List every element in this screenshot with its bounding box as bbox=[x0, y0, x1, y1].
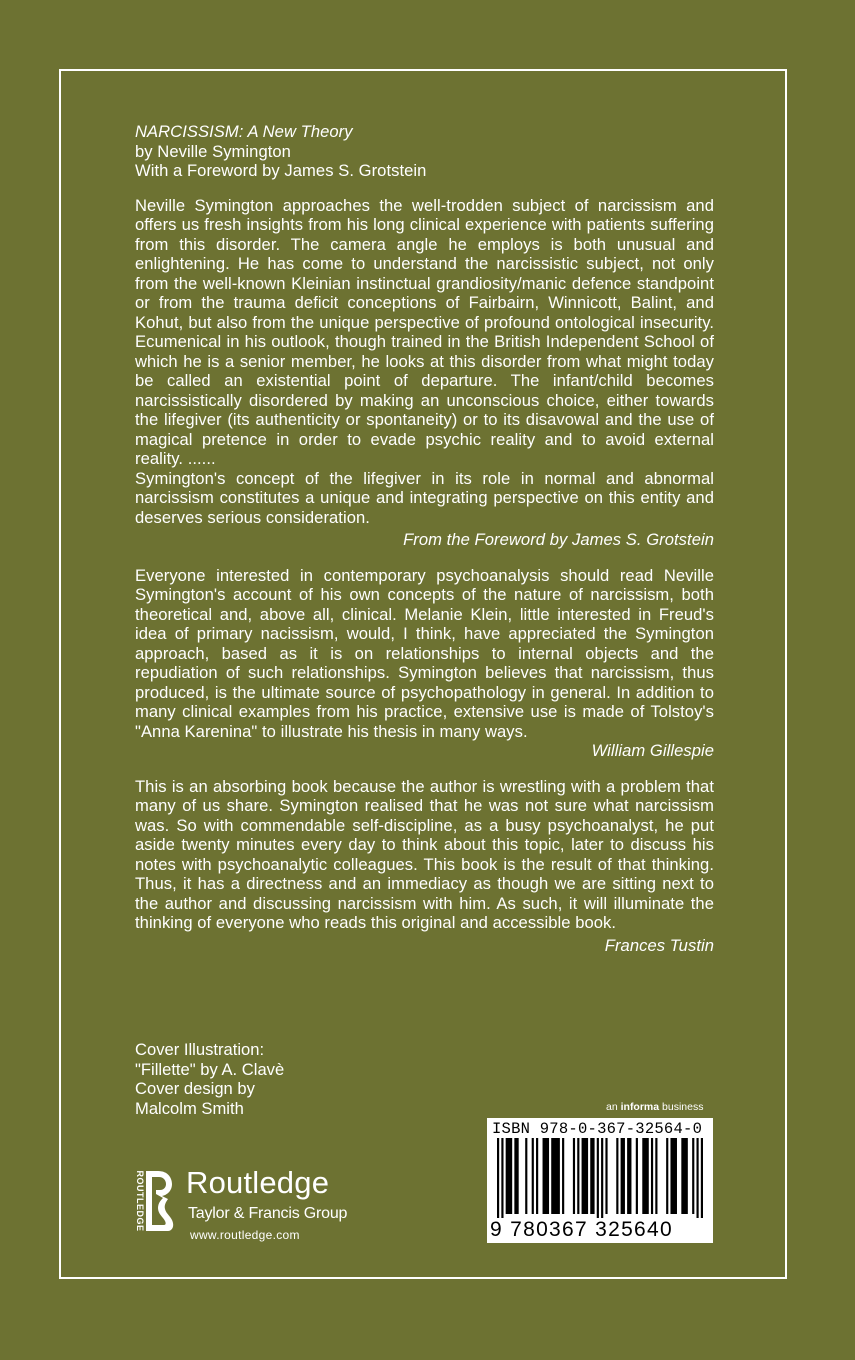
barcode-bar-1 bbox=[501, 1138, 503, 1218]
barcode-bar-27 bbox=[692, 1138, 694, 1214]
barcode-bar-25 bbox=[670, 1138, 677, 1214]
credit-line-4: Malcolm Smith bbox=[135, 1099, 244, 1119]
barcode-bar-22 bbox=[651, 1138, 653, 1214]
routledge-mark-icon bbox=[128, 1165, 178, 1237]
review-2-text: This is an absorbing book because the author is wrestling with a problem that many of us share. Symington realised that he was not sure what narcissism was. So with commendable self-discipline, as a busy psychoanalyst, he put aside twenty minutes every day to think about this topic, later to discuss his notes with psychoanalytic colleagues. This book is the result of that thinking. Thus, it has a directness and an immediacy as though we are sitting next to the author and discussing narcissism with him. As such, it will illuminate the thinking of everyone who reads this original and accessible book. bbox=[135, 776, 714, 932]
routledge-logo bbox=[128, 1165, 368, 1245]
review-1-attribution: William Gillespie bbox=[591, 741, 714, 760]
barcode-bar-14 bbox=[597, 1138, 599, 1218]
barcode-bar-24 bbox=[666, 1138, 668, 1214]
barcode-bar-15 bbox=[601, 1138, 603, 1218]
publisher-group: Taylor & Francis Group bbox=[188, 1205, 348, 1222]
barcode-bar-8 bbox=[551, 1138, 560, 1214]
barcode-bar-5 bbox=[532, 1138, 534, 1214]
review-1-text: Everyone interested in contemporary psychoanalysis should read Neville Symington's account of his own concepts of the nature of narcissism, both theoretical and, above all, clinical. Melanie Klein, little interested in Freud's idea of primary nacissism, would, I think, have appreciated the Symington approach, based as it is on relationships to internal objects and the repudiation of such relationships. Symington believes that narcissism, thus produced, is the ultimate source of psychopathology in general. In addition to many clinical examples from his practice, extensive use is made of Tolstoy's "Anna Karenina" to illustrate his thesis in many ways. bbox=[135, 565, 714, 741]
barcode-bars bbox=[497, 1138, 703, 1218]
isbn-label: ISBN 978-0-367-32564-0 bbox=[492, 1120, 703, 1138]
barcode-bar-21 bbox=[642, 1138, 649, 1214]
barcode-bar-0 bbox=[497, 1138, 499, 1218]
credit-line-3: Cover design by bbox=[135, 1079, 255, 1099]
barcode-bar-20 bbox=[636, 1138, 638, 1214]
book-title: NARCISSISM: A New Theory bbox=[135, 122, 353, 141]
author-line: by Neville Symington bbox=[135, 141, 291, 161]
publisher-name: Routledge bbox=[186, 1165, 330, 1200]
barcode-bar-9 bbox=[562, 1138, 564, 1214]
barcode-bar-23 bbox=[655, 1138, 657, 1214]
barcode-bar-13 bbox=[590, 1138, 594, 1214]
informa-suffix: business bbox=[662, 1101, 704, 1113]
barcode-bar-18 bbox=[621, 1138, 625, 1214]
barcode-bar-12 bbox=[582, 1138, 589, 1214]
book-intro bbox=[135, 122, 714, 181]
foreword-attribution: From the Foreword by James S. Grotstein bbox=[403, 530, 714, 549]
barcode-bar-11 bbox=[577, 1138, 579, 1214]
barcode-digits: 9 780367 325640 bbox=[490, 1218, 673, 1241]
back-cover-text bbox=[135, 122, 714, 955]
publisher-url: www.routledge.com bbox=[190, 1228, 300, 1242]
foreword-line: With a Foreword by James S. Grotstein bbox=[135, 161, 427, 180]
barcode-bar-3 bbox=[514, 1138, 518, 1214]
barcode-bar-17 bbox=[616, 1138, 618, 1214]
review-2-attribution: Frances Tustin bbox=[604, 935, 714, 955]
logo-vertical-text: ROUTLEDGE bbox=[135, 1170, 145, 1232]
credit-line-2: "Fillette" by A. Clavè bbox=[135, 1059, 285, 1079]
credit-line-1: Cover Illustration: bbox=[135, 1040, 265, 1059]
barcode-bar-4 bbox=[525, 1138, 527, 1214]
barcode-bar-28 bbox=[696, 1138, 698, 1218]
blurb-paragraph-2: Symington's concept of the lifegiver in its role in normal and abnormal narcissism constitutes a unique and integrating perspective on this entity and deserves serious consideration. bbox=[135, 468, 714, 527]
barcode-bar-10 bbox=[573, 1138, 575, 1214]
blurb-paragraph-1: Neville Symington approaches the well-trodden subject of narcissism and offers us fresh insights from his long clinical experience with patients suffering from this disorder. The camera angle he employs is both unusual and enlightening. He has come to understand the narcissistic subject, not only from the well-known Kleinian instinctual grandiosity/manic defence standpoint or from the trauma deficit conceptions of Fairbairn, Winnicott, Balint, and Kohut, but also from the unique perspective of profound ontological insecurity. Ecumenical in his outlook, though trained in the British Independent School of which he is a senior member, he looks at this disorder from what might today be called an existential point of departure. The infant/child becomes narcissistically disordered by making an unconscious choice, either towards the lifegiver (its authenticity or spontaneity) or to its disavowal and the use of magical pretence in order to evade psychic reality and to avoid external reality. ...... bbox=[135, 195, 714, 468]
barcode-bar-6 bbox=[536, 1138, 538, 1214]
barcode-bar-7 bbox=[543, 1138, 550, 1214]
informa-brand: informa bbox=[620, 1101, 660, 1113]
barcode-bar-26 bbox=[681, 1138, 688, 1214]
barcode-bar-2 bbox=[506, 1138, 513, 1214]
informa-tagline bbox=[606, 1101, 704, 1113]
informa-prefix: an bbox=[606, 1101, 618, 1113]
barcode-bar-29 bbox=[701, 1138, 703, 1218]
cover-credits bbox=[135, 1040, 284, 1119]
barcode-bar-19 bbox=[627, 1138, 631, 1214]
barcode-bar-16 bbox=[605, 1138, 607, 1214]
isbn-barcode bbox=[487, 1118, 713, 1243]
